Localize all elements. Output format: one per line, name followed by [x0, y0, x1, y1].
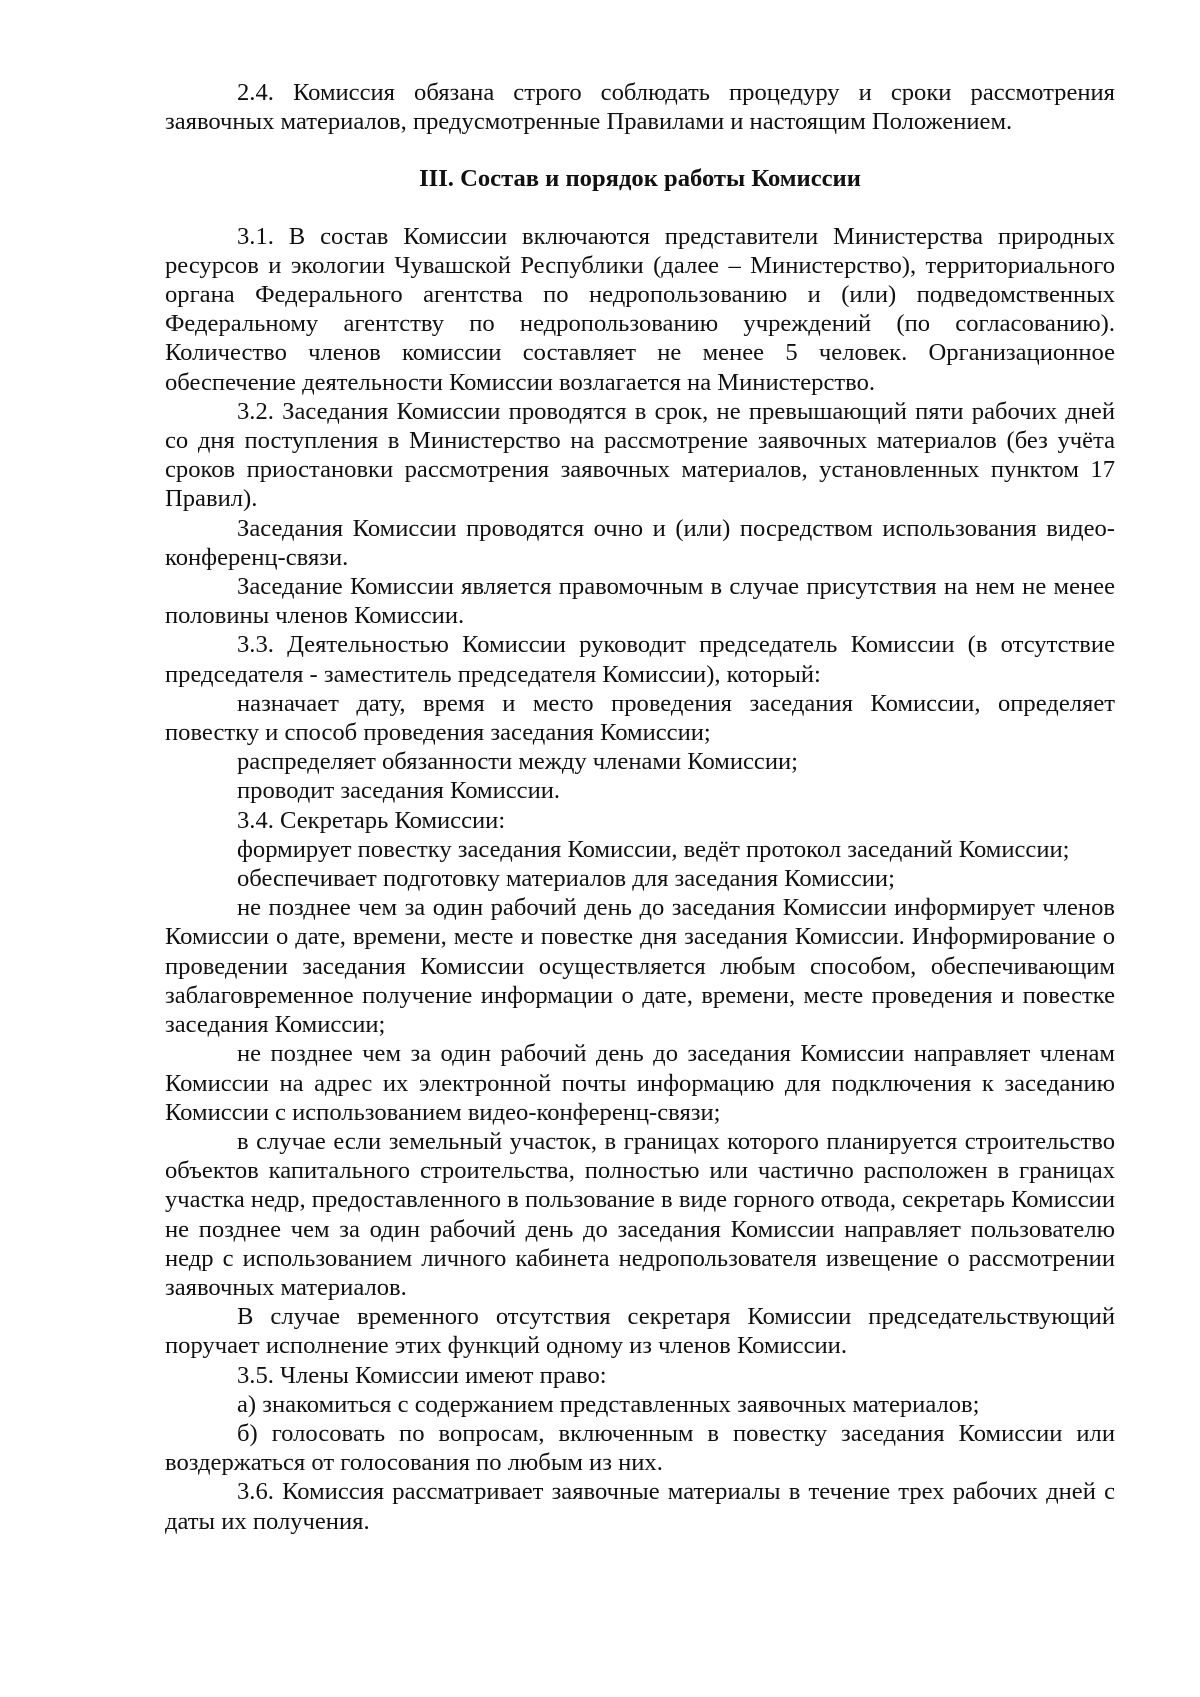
paragraph-3-3: 3.3. Деятельностью Комиссии руководит председатель Комиссии (в отсутствие председателя - заместитель председателя Комиссии), который:	[165, 631, 1115, 688]
paragraph-3-4-item-subsoil: в случае если земельный участок, в границах которого планируется строительство объектов капитального строительства, полностью или частично расположен в границах участка недр, предоставленного в пользование в виде горного отвода, секретарь Комиссии не позднее чем за один рабочий день до заседания Комиссии направляет пользователю недр с использованием личного кабинета недропользователя извещение о рассмотрении заявочных материалов.	[165, 1127, 1115, 1301]
paragraph-3-4: 3.4. Секретарь Комиссии:	[237, 806, 506, 834]
paragraph-3-5: 3.5. Члены Комиссии имеют право:	[237, 1361, 607, 1389]
paragraph-3-1: 3.1. В состав Комиссии включаются представители Министерства природных ресурсов и экологии Чувашской Республики (далее – Министерство), территориального органа Федерального агентства по недропользованию и (или) подведомственных Федеральному агентству по недропользованию учреждений (по согласованию). Количество членов комиссии составляет не менее 5 человек. Организационное обеспечение деятельности Комиссии возлагается на Министерство.	[165, 222, 1115, 396]
section-heading-3: III. Состав и порядок работы Комиссии	[419, 165, 861, 193]
document-page	[165, 78, 1115, 1536]
paragraph-3-4-item-video: не позднее чем за один рабочий день до заседания Комиссии направляет членам Комиссии на адрес их электронной почты информацию для подключения к заседанию Комиссии с использованием видео-конференц-связи;	[165, 1040, 1115, 1126]
paragraph-3-4-absence: В случае временного отсутствия секретаря Комиссии председательствующий поручает исполнение этих функций одному из членов Комиссии.	[165, 1303, 1115, 1360]
paragraph-3-3-item-schedule: назначает дату, время и место проведения заседания Комиссии, определяет повестку и способ проведения заседания Комиссии;	[165, 689, 1115, 747]
paragraph-3-4-item-inform: не позднее чем за один рабочий день до заседания Комиссии информирует членов Комиссии о дате, времени, месте и повестке дня заседания Комиссии. Информирование о проведении заседания Комиссии осуществляется любым способом, обеспечивающим заблаговременное получение информации о дате, времени, месте проведения и повестке заседания Комиссии;	[165, 894, 1115, 1039]
paragraph-3-3-item-conduct: проводит заседания Комиссии.	[237, 777, 561, 805]
paragraph-3-6: 3.6. Комиссия рассматривает заявочные материалы в течение трех рабочих дней с даты их получения.	[165, 1478, 1115, 1535]
paragraph-3-5-item-b: б) голосовать по вопросам, включенным в повестку заседания Комиссии или воздержаться от голосования по любым из них.	[165, 1419, 1115, 1477]
paragraph-3-4-item-agenda: формирует повестку заседания Комиссии, ведёт протокол заседаний Комиссии;	[237, 835, 1070, 863]
paragraph-3-2: 3.2. Заседания Комиссии проводятся в срок, не превышающий пяти рабочих дней со дня поступления в Министерство на рассмотрение заявочных материалов (без учёта сроков приостановки рассмотрения заявочных материалов, установленных пунктом 17 Правил).	[165, 397, 1115, 513]
paragraph-3-2-format: Заседания Комиссии проводятся очно и (или) посредством использования видео-конференц-связи.	[165, 514, 1115, 571]
paragraph-2-4: 2.4. Комиссия обязана строго соблюдать процедуру и сроки рассмотрения заявочных материалов, предусмотренные Правилами и настоящим Положением.	[165, 79, 1115, 136]
paragraph-3-4-item-materials: обеспечивает подготовку материалов для заседания Комиссии;	[237, 865, 895, 893]
paragraph-3-5-item-a: а) знакомиться с содержанием представленных заявочных материалов;	[237, 1390, 980, 1418]
paragraph-3-2-quorum: Заседание Комиссии является правомочным в случае присутствия на нем не менее половины членов Комиссии.	[165, 573, 1115, 630]
paragraph-3-3-item-duties: распределяет обязанности между членами Комиссии;	[237, 748, 799, 776]
